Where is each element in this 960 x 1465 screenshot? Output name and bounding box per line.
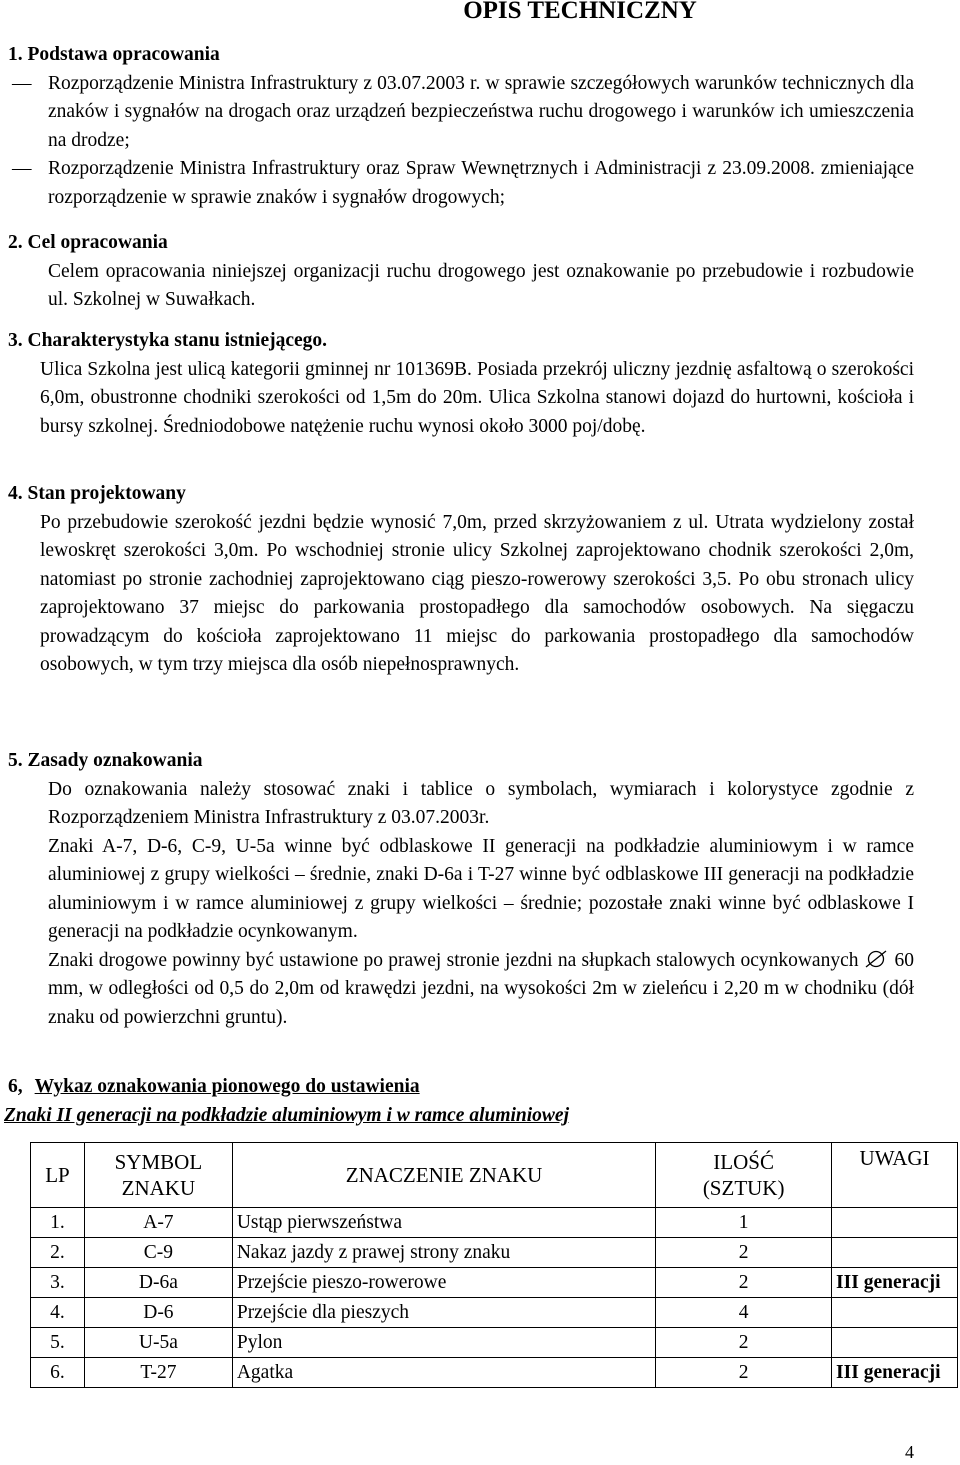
dash-bullet-icon: — [12,72,32,94]
cell-symbol: T-27 [84,1358,232,1388]
cell-meaning: Nakaz jazdy z prawej strony znaku [232,1238,655,1268]
cell-lp: 3. [31,1268,85,1298]
table-row [31,1298,958,1328]
section-1-item-1 [8,70,914,156]
cell-meaning: Ustąp pierwszeństwa [232,1208,655,1238]
cell-symbol: A-7 [84,1208,232,1238]
section-1-heading: 1. Podstawa opracowania [8,44,220,65]
header-symbol-line-1: SYMBOL [114,1150,203,1174]
section-5-heading: 5. Zasady oznakowania [8,750,203,771]
cell-notes [832,1208,958,1238]
section-1-item-1-text: Rozporządzenie Ministra Infrastruktury z 03.07.2003 r. w sprawie szczegółowych warunków technicznych dla znaków i sygnałów na drogach oraz urządzeń bezpieczeństwa ruchu drogowego i warunków ich umieszczenia na drodze; [48,72,914,151]
header-symbol [84,1143,232,1208]
section-3-heading: 3. Charakterystyka stanu istniejącego. [8,330,328,351]
section-6 [4,1073,914,1130]
cell-quantity: 1 [656,1208,832,1238]
page-number: 4 [905,1442,914,1462]
cell-symbol: D-6 [84,1298,232,1328]
cell-quantity: 4 [656,1298,832,1328]
section-5-paragraph-3b: 60 mm, w odległości od 0,5 do 2,0m od krawędzi jezdni, na wysokości 2m w zieleńcu i 2,20 m w chodniku (dół znaku od powierzchni gruntu). [48,949,914,1028]
cell-notes: III generacji [832,1268,958,1298]
document-title: OPIS TECHNICZNY [463,0,697,24]
section-2-text: Celem opracowania niniejszej organizacji ruchu drogowego jest oznakowanie po przebudowie i rozbudowie ul. Szkolnej w Suwałkach. [48,260,914,310]
section-5-paragraph-1: Do oznakowania należy stosować znaki i tablice o symbolach, wymiarach i kolorystyce zgodnie z Rozporządzeniem Ministra Infrastruktury z 03.07.2003r. [48,778,914,828]
cell-symbol: C-9 [84,1238,232,1268]
section-1-item-2 [8,155,914,212]
cell-lp: 2. [31,1238,85,1268]
section-6-number: 6, [8,1076,23,1097]
header-meaning: ZNACZENIE ZNAKU [232,1143,655,1208]
cell-symbol: D-6a [84,1268,232,1298]
section-3-text: Ulica Szkolna jest ulicą kategorii gminnej nr 101369B. Posiada przekrój uliczny jezdnię asfaltową o szerokości 6,0m, obustronne chodniki szerokości od 1,5m do 20m. Ulica Szkolna stanowi dojazd do hurtowni, kościoła i bursy szkolnej. Średniodobowe natężenie ruchu wynosi około 3000 poj/dobę. [40,358,914,437]
table-row [31,1268,958,1298]
cell-notes [832,1298,958,1328]
cell-meaning: Przejście dla pieszych [232,1298,655,1328]
cell-notes: III generacji [832,1358,958,1388]
header-lp: LP [31,1143,85,1208]
cell-quantity: 2 [656,1268,832,1298]
cell-meaning: Pylon [232,1328,655,1358]
section-6-heading: Wykaz oznakowania pionowego do ustawienia [34,1076,420,1097]
diameter-symbol-icon [863,949,889,967]
section-4 [8,480,914,680]
cell-meaning: Agatka [232,1358,655,1388]
table-row [31,1208,958,1238]
cell-lp: 4. [31,1298,85,1328]
section-1-item-2-text: Rozporządzenie Ministra Infrastruktury oraz Spraw Wewnętrznych i Administracji z 23.09.2008. zmieniające rozporządzenie w sprawie znaków i sygnałów drogowych; [48,158,914,208]
cell-symbol: U-5a [84,1328,232,1358]
section-6-subheading: Znaki II generacji na podkładzie aluminiowym i w ramce aluminiowej [4,1104,570,1126]
header-quantity-line-2: (SZTUK) [702,1176,785,1200]
table-row [31,1358,958,1388]
section-2 [8,229,914,315]
section-5-paragraph-3a: Znaki drogowe powinny być ustawione po prawej stronie jezdni na słupkach stalowych ocynkowanych [48,949,859,971]
cell-notes [832,1238,958,1268]
section-1 [8,41,914,212]
section-5-paragraph-3 [8,947,914,1033]
dash-bullet-icon: — [12,158,32,179]
section-6-heading-line [8,1073,914,1102]
section-4-heading: 4. Stan projektowany [8,483,186,504]
header-quantity-line-1: ILOŚĆ [713,1150,774,1174]
cell-lp: 5. [31,1328,85,1358]
cell-notes [832,1328,958,1358]
section-4-text: Po przebudowie szerokość jezdni będzie wynosić 7,0m, przed skrzyżowaniem z ul. Utrata wydzielony został lewoskręt szerokości 3,0m. Po wschodniej stronie ulicy Szkolnej zaprojektowano chodnik szerokości 2,0m, natomiast po stronie zachodniej zaprojektowano ciąg pieszo-rowerowy szerokości 3,5. Po obu stronach ulicy zaprojektowano 37 miejsc do parkowania prostopadłego dla samochodów osobowych. Na sięgaczu prowadzącym do kościoła zaprojektowano 11 miejsc do parkowania prostopadłego dla samochodów osobowych, w tym trzy miejsca dla osób niepełnosprawnych. [40,511,914,675]
header-symbol-line-2: ZNAKU [121,1176,196,1200]
cell-quantity: 2 [656,1358,832,1388]
cell-lp: 6. [31,1358,85,1388]
header-quantity [656,1143,832,1208]
table-row [31,1328,958,1358]
cell-quantity: 2 [656,1328,832,1358]
header-notes: UWAGI [832,1143,958,1208]
cell-quantity: 2 [656,1238,832,1268]
signs-table [30,1142,958,1388]
table-row [31,1238,958,1268]
cell-lp: 1. [31,1208,85,1238]
section-5-paragraph-2: Znaki A-7, D-6, C-9, U-5a winne być odblaskowe II generacji na podkładzie aluminiowym i w ramce aluminiowej z grupy wielkości – średnie, znaki D-6a i T-27 winne być odblaskowe III generacji na podkładzie aluminiowym i w ramce aluminiowej z grupy wielkości – średnie; pozostałe znaki winne być odblaskowe I generacji na podkładzie ocynkowanym. [48,835,914,942]
section-5 [8,747,914,1032]
section-2-heading: 2. Cel opracowania [8,232,168,253]
cell-meaning: Przejście pieszo-rowerowe [232,1268,655,1298]
table-header-row [31,1143,958,1208]
section-3 [8,327,914,441]
